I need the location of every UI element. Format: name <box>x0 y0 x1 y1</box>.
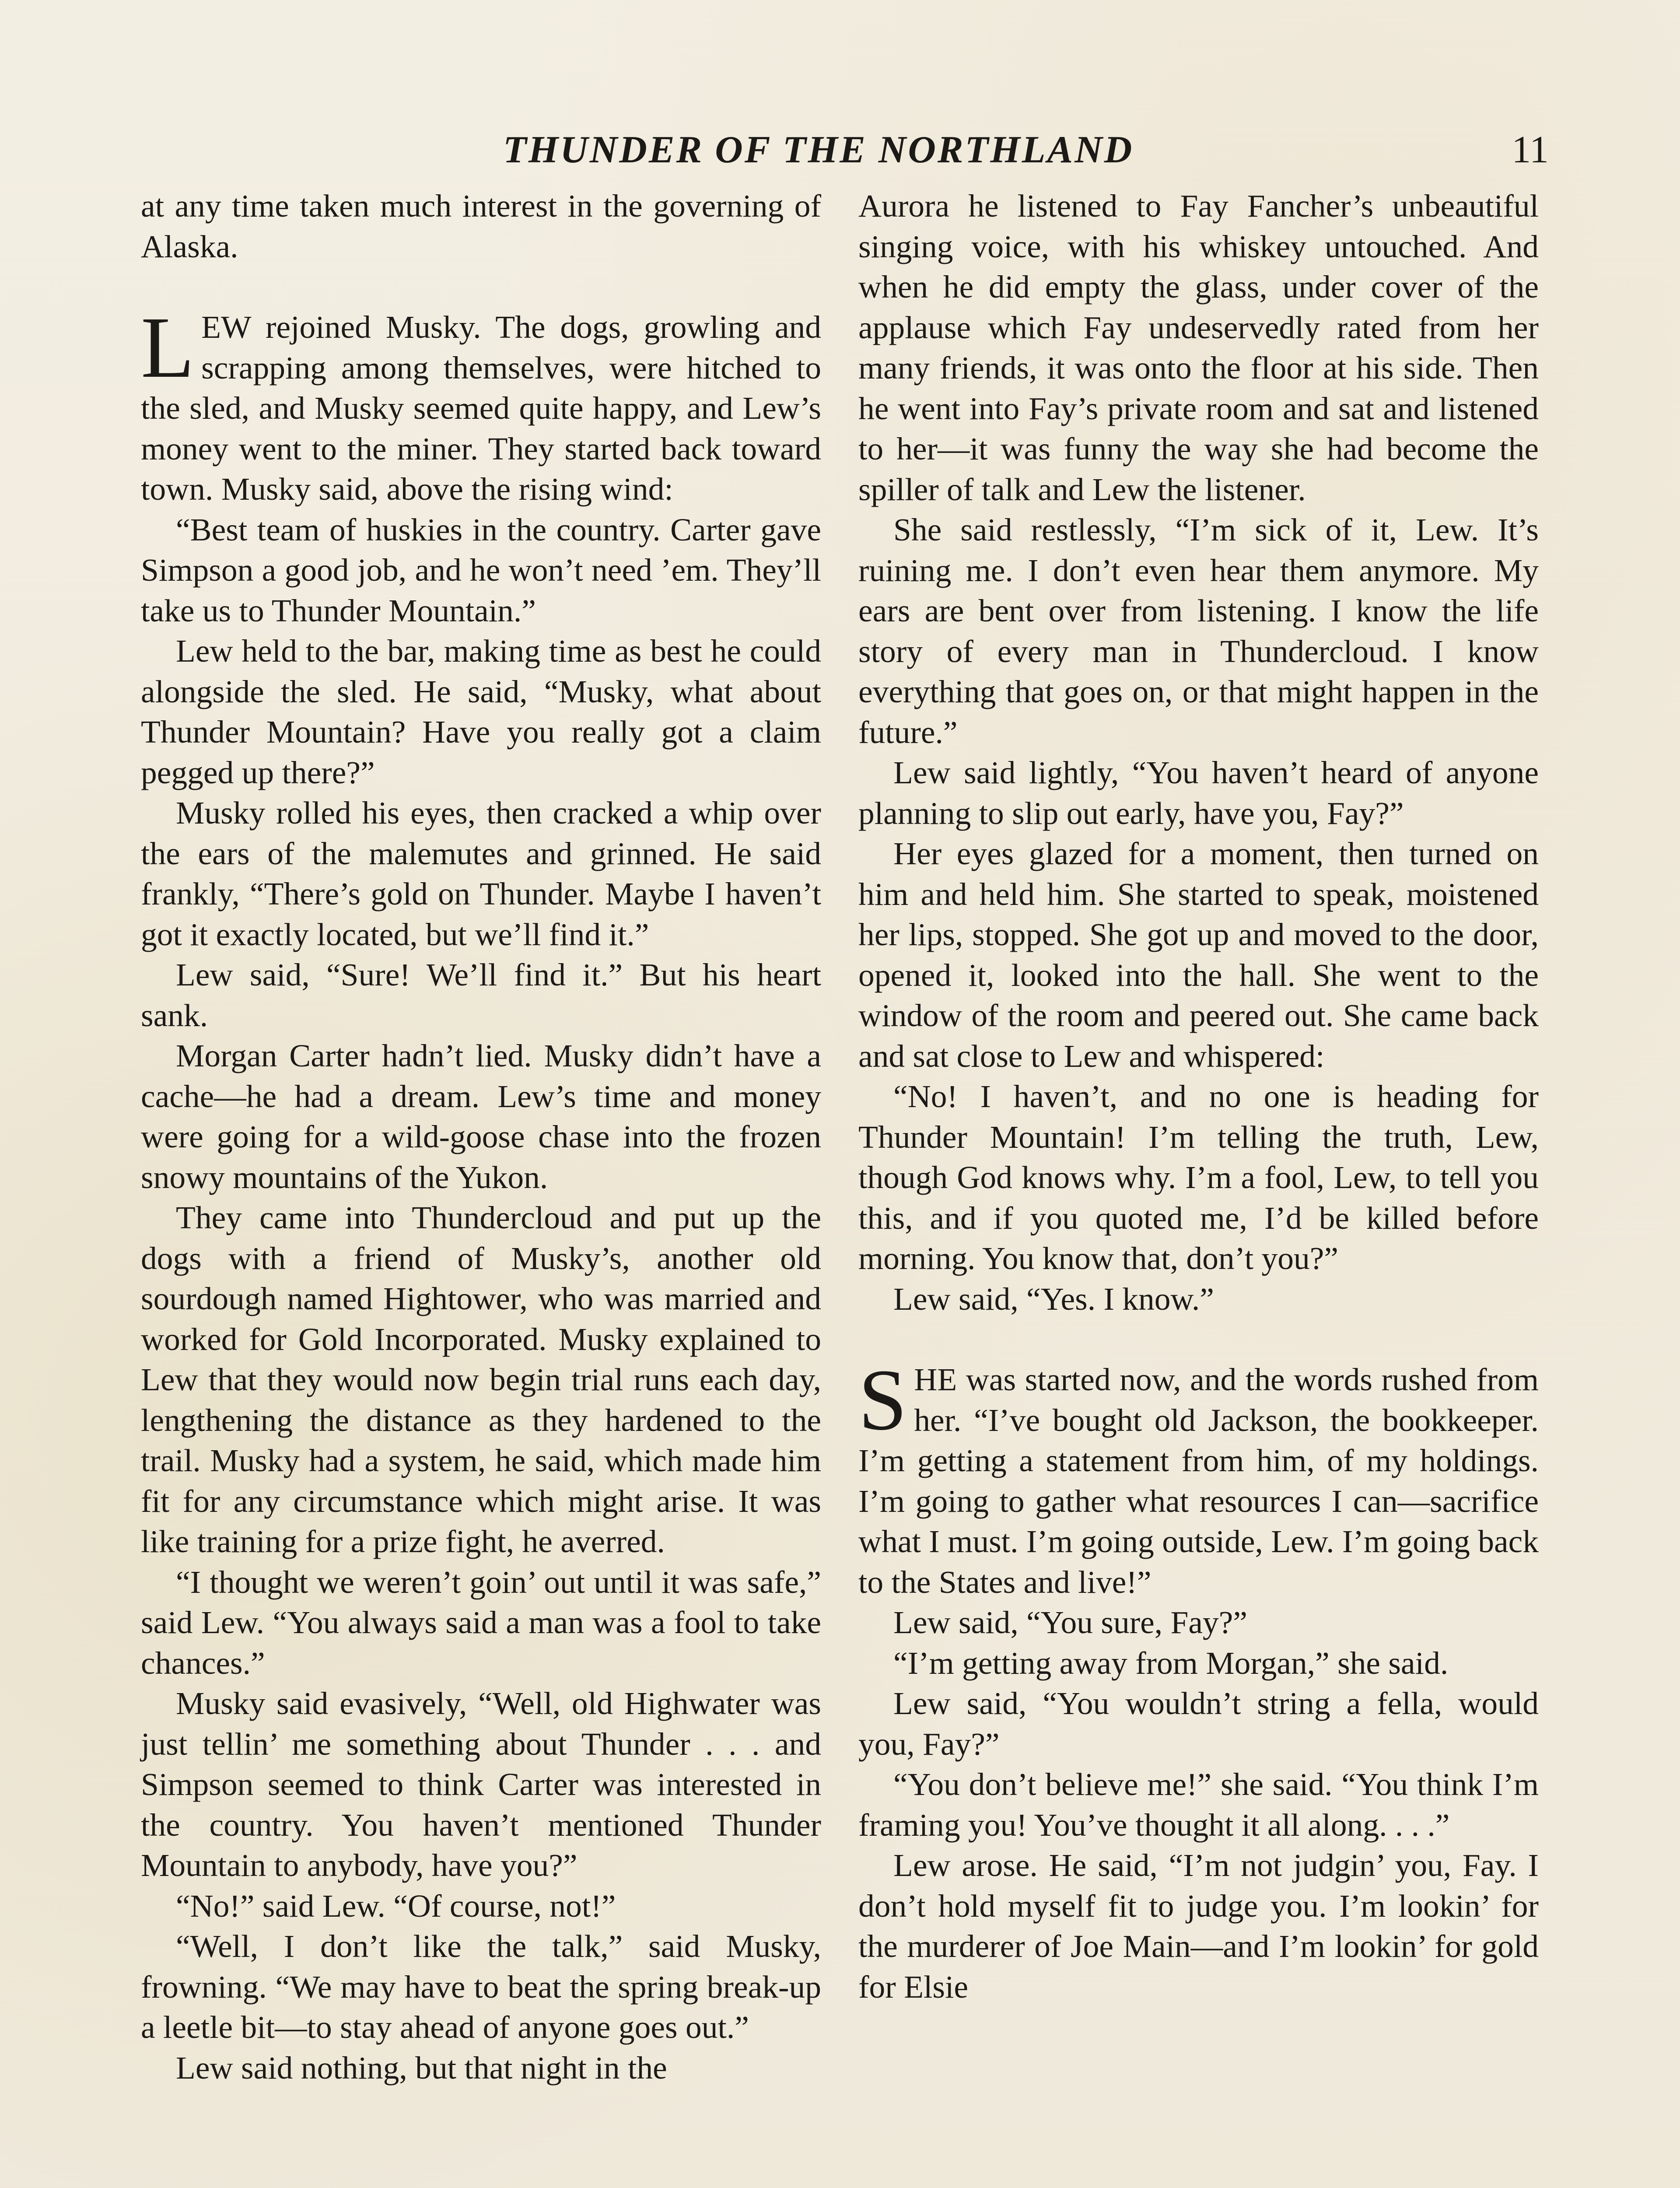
paragraph: Morgan Carter hadn’t lied. Musky didn’t have a cache—he had a dream. Lew’s time and money were going for a wild-goose chase into the frozen snowy mountains of the Yukon. <box>141 1038 821 1195</box>
paragraph: Lew said lightly, “You haven’t heard of anyone planning to slip out early, have you, Fay?” <box>858 755 1539 831</box>
right-column <box>858 186 1539 2007</box>
paragraph: Aurora he listened to Fay Fancher’s unbeautiful singing voice, with his whiskey untouched. And when he did empty the glass, under cover of the applause which Fay undeservedly rated from her many friends, it was onto the floor at his side. Then he went into Fay’s private room and sat and listened to her—it was funny the way she had become the spiller of talk and Lew the listener. <box>858 188 1539 507</box>
paragraph: She said restlessly, “I’m sick of it, Lew. It’s ruining me. I don’t even hear them anymore. My ears are bent over from listening. I know the life story of every man in Thundercloud. I know everything that goes on, or that might happen in the future.” <box>858 512 1539 750</box>
paragraph: Lew said, “Yes. I know.” <box>893 1281 1214 1317</box>
paragraph: They came into Thundercloud and put up the dogs with a friend of Musky’s, another old sourdough named Hightower, who was married and worked for Gold Incorporated. Musky explained to Lew that they would now begin trial runs each day, lengthening the distance as they hardened to the trail. Musky had a system, he said, which made him fit for any circumstance which might arise. It was like training for a prize fight, he averred. <box>141 1200 821 1559</box>
page-header <box>140 128 1549 176</box>
paragraph-with-dropcap <box>858 1352 1539 1602</box>
drop-cap: S <box>858 1352 907 1448</box>
paragraph: Lew arose. He said, “I’m not judgin’ you, Fay. I don’t hold myself fit to judge you. I’m lookin’ for the murderer of Joe Main—and I’m lookin’ for gold for Elsie <box>858 1848 1539 2005</box>
paragraph: “No! I haven’t, and no one is heading for Thunder Mountain! I’m telling the truth, Lew, though God knows why. I’m a fool, Lew, to tell you this, and if you quoted me, I’d be killed before morning. You know that, don’t you?” <box>858 1079 1539 1276</box>
paragraph: Lew said, “Sure! We’ll find it.” But his heart sank. <box>141 957 821 1033</box>
page-number: 11 <box>1512 129 1549 171</box>
paragraph: “Best team of huskies in the country. Carter gave Simpson a good job, and he won’t need ’em. They’ll take us to Thunder Mountain.” <box>141 512 821 628</box>
paragraph: Lew said nothing, but that night in the <box>176 2050 667 2086</box>
paragraph: Musky rolled his eyes, then cracked a whip over the ears of the malemutes and grinned. He said frankly, “There’s gold on Thunder. Maybe I haven’t got it exactly located, but we’ll find it.” <box>141 795 821 952</box>
paragraph: “No!” said Lew. “Of course, not!” <box>176 1888 616 1924</box>
paragraph: “I thought we weren’t goin’ out until it was safe,” said Lew. “You always said a man was a fool to take chances.” <box>141 1564 821 1681</box>
paragraph: Lew held to the bar, making time as best he could alongside the sled. He said, “Musky, what about Thunder Mountain? Have you really got a claim pegged up there?” <box>141 633 821 790</box>
paragraph-with-dropcap <box>141 299 821 510</box>
drop-cap: L <box>141 299 195 396</box>
paragraph: Lew said, “You sure, Fay?” <box>893 1605 1248 1640</box>
paragraph: Lew said, “You wouldn’t string a fella, would you, Fay?” <box>858 1686 1539 1762</box>
paragraph-text: EW rejoined Musky. The dogs, growling and scrapping among themselves, were hitched to the sled, and Musky seemed quite happy, and Lew’s money went to the miner. They started back toward town. Musky said, above the rising wind: <box>141 309 821 507</box>
paragraph: “I’m getting away from Morgan,” she said. <box>893 1645 1449 1681</box>
paragraph: “Well, I don’t like the talk,” said Musky, frowning. “We may have to beat the spring break-up a leetle bit—to stay ahead of anyone goes out.” <box>141 1929 821 2045</box>
paragraph: “You don’t believe me!” she said. “You think I’m framing you! You’ve thought it all along. . . .” <box>858 1767 1539 1843</box>
paragraph-text: HE was started now, and the words rushed from her. “I’ve bought old Jackson, the bookkeeper. I’m getting a statement from him, of my holdings. I’m going to gather what resources I can—sacrifice what I must. I’m going outside, Lew. I’m going back to the States and live!” <box>858 1362 1539 1600</box>
paragraph: at any time taken much interest in the governing of Alaska. <box>141 188 821 264</box>
left-column <box>141 186 821 2088</box>
paragraph: Her eyes glazed for a moment, then turned on him and held him. She started to speak, moistened her lips, stopped. She got up and moved to the door, opened it, looked into the hall. She went to the window of the room and peered out. She came back and sat close to Lew and whispered: <box>858 836 1539 1074</box>
paragraph: Musky said evasively, “Well, old Highwater was just tellin’ me something about Thunder . . . and Simpson seemed to think Carter was interested in the country. You haven’t mentioned Thunder Mountain to anybody, have you?” <box>141 1686 821 1883</box>
running-title: THUNDER OF THE NORTHLAND <box>503 129 1134 171</box>
